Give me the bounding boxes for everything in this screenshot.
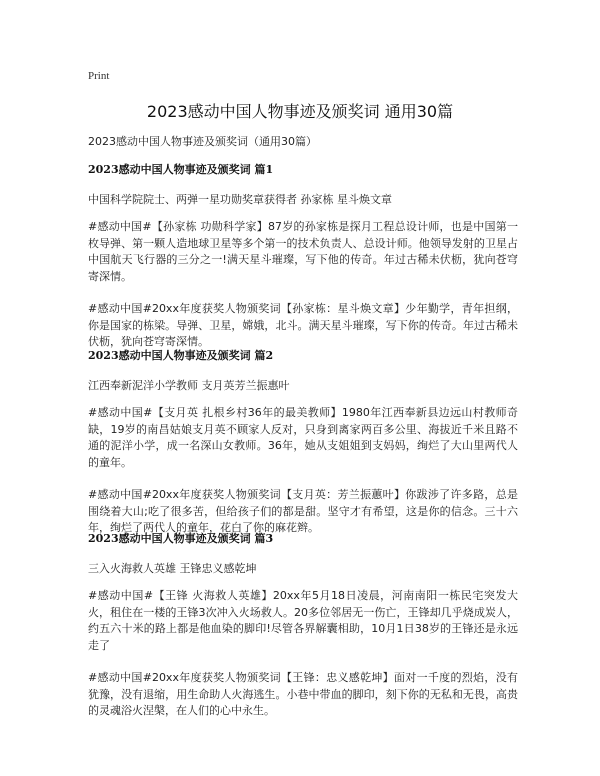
section-1 xyxy=(88,161,518,351)
section-2 xyxy=(88,347,518,537)
section-intro: 三入火海救人英雄 王锋忠义感乾坤 xyxy=(88,562,257,575)
section-paragraph: #感动中国#【支月英 扎根乡村36年的最美教师】1980年江西奉新县边远山村教师奇缺，19岁的南昌姑娘支月英不顾家人反对，只身到离家两百多公里、海拔近千米且路不通的泥洋小学，成一名深山女教师。36年，她从支姐姐到支妈妈，绚烂了大山里两代人的童年。 xyxy=(88,406,518,469)
section-intro: 江西奉新泥洋小学教师 支月英芳兰振惠叶 xyxy=(88,379,290,392)
section-heading: 2023感动中国人物事迹及颁奖词 篇3 xyxy=(88,532,274,545)
section-paragraph: #感动中国#20xx年度获奖人物颁奖词【支月英：芳兰振蕙叶】你跋涉了许多路，总是围绕着大山;吃了很多苦，但给孩子们的都是甜。坚守才有希望，这是你的信念。三十六年，绚烂了两代人的童年，花白了你的麻花辫。 xyxy=(88,488,518,534)
section-paragraph: #感动中国#20xx年度获奖人物颁奖词【王锋：忠义感乾坤】面对一千度的烈焰，没有犹豫，没有退缩，用生命助人火海逃生。小巷中带血的脚印，刻下你的无私和无畏，高贵的灵魂浴火涅槃，在人们的心中永生。 xyxy=(88,671,518,717)
section-3 xyxy=(88,530,518,720)
section-intro: 中国科学院院士、两弹一星功勋奖章获得者 孙家栋 星斗焕文章 xyxy=(88,193,392,206)
section-paragraph: #感动中国#20xx年度获奖人物颁奖词【孙家栋：星斗焕文章】少年勤学，青年担纲，你是国家的栋梁。导弹、卫星，嫦娥，北斗。满天星斗璀璨，写下你的传奇。年过古稀未伏枥，犹向苍穹寄深情。 xyxy=(88,302,518,348)
subtitle: 2023感动中国人物事迹及颁奖词（通用30篇） xyxy=(88,135,317,148)
section-paragraph: #感动中国#【王锋 火海救人英雄】20xx年5月18日凌晨，河南南阳一栋民宅突发大火，租住在一楼的王锋3次冲入火场救人。20多位邻居无一伤亡，王锋却几乎烧成炭人，约五六十米的路上都是他血染的脚印!尽管各界解囊相助，10月1日38岁的王锋还是永远走了 xyxy=(88,589,518,652)
section-heading: 2023感动中国人物事迹及颁奖词 篇2 xyxy=(88,349,274,362)
section-heading: 2023感动中国人物事迹及颁奖词 篇1 xyxy=(88,163,274,176)
print-link[interactable]: Print xyxy=(88,70,110,82)
section-paragraph: #感动中国#【孙家栋 功勋科学家】87岁的孙家栋是探月工程总设计师，也是中国第一枚导弹、第一颗人造地球卫星等多个第一的技术负责人、总设计师。他领导发射的卫星占中国航天飞行器的三分之一!满天星斗璀璨，写下他的传奇。年过古稀未伏枥，犹向苍穹寄深情。 xyxy=(88,220,518,283)
page-title: 2023感动中国人物事迹及颁奖词 通用30篇 xyxy=(146,102,454,121)
